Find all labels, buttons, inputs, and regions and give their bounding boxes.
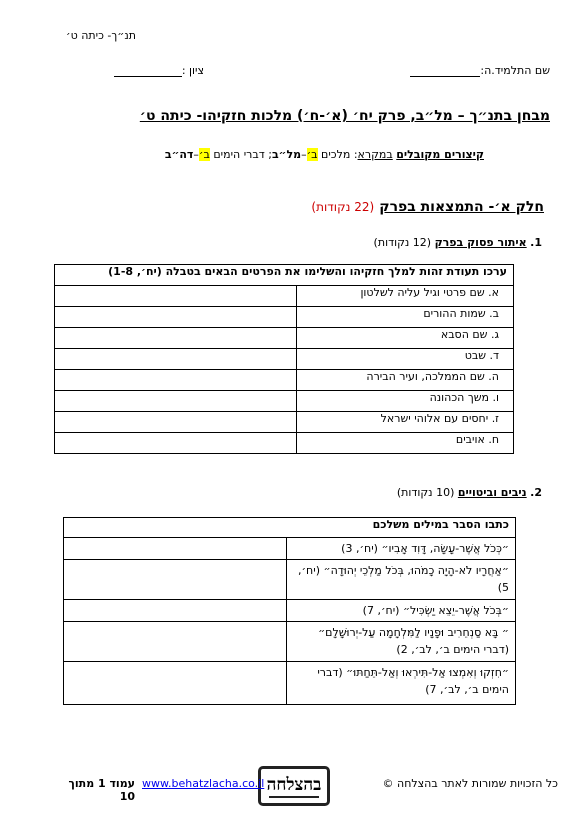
- q1-table: [54, 264, 514, 454]
- answer-cell[interactable]: [55, 433, 297, 454]
- abbrev-in-text: במקרא: [357, 148, 393, 161]
- q1-points: (12 נקודות): [373, 236, 432, 249]
- q1-number: 1.: [530, 236, 542, 249]
- item-cell: ז. יחסים עם אלוהי ישראל: [297, 412, 514, 433]
- student-name-label: שם התלמיד.ה:: [480, 64, 550, 77]
- q2-table-header: כתבו הסבר במילים משלכם: [64, 518, 516, 538]
- logo-text: בהצלחה: [266, 775, 322, 795]
- item-cell: ח. אויבים: [297, 433, 514, 454]
- answer-cell[interactable]: [55, 286, 297, 307]
- q2-number: 2.: [530, 486, 542, 499]
- table-row: [55, 412, 514, 433]
- explanation-cell[interactable]: [64, 662, 287, 705]
- table-row: [55, 307, 514, 328]
- grade-label: ציון :: [181, 64, 204, 77]
- item-cell: ב. שמות ההורים: [297, 307, 514, 328]
- item-cell: ג. שם הסבא: [297, 328, 514, 349]
- table-row: [55, 391, 514, 412]
- q2-heading: [142, 486, 542, 499]
- footer-url-link[interactable]: www.behatzlacha.co.il: [142, 777, 265, 790]
- phrase-cell: ״אַחֲרָיו לֹא-הָיָה כָמֹהוּ, בְּכֹל מַלְכֵי יְהוּדָה״ (יח׳, 5): [287, 560, 516, 600]
- table-row: [64, 662, 516, 705]
- item-cell: ו. משך הכהונה: [297, 391, 514, 412]
- phrase-cell: ״כְּכֹל אֲשֶׁר-עָשָׂה, דָּוִד אָבִיו״ (יח׳, 3): [287, 538, 516, 560]
- abbrev-label: קיצורים מקובלים: [396, 148, 484, 161]
- answer-cell[interactable]: [55, 349, 297, 370]
- abbrev-melakhim-short: מל״ב: [271, 148, 302, 161]
- explanation-cell[interactable]: [64, 622, 287, 662]
- table-row: [55, 349, 514, 370]
- abbreviations-line: [44, 148, 484, 161]
- phrase-cell: ״בְּכֹל אֲשֶׁר-יֵצֵא יַשְׂכִּיל״ (יח׳, 7): [287, 600, 516, 622]
- site-logo[interactable]: [258, 766, 330, 806]
- abbrev-dash-1: –: [301, 148, 307, 161]
- phrase-cell: ״חִזְקוּ וְאִמְצוּ אַל-תִּירְאוּ וְאַל-תֵּחַתּוּ״ (דברי הימים ב׳, לב׳, 7): [287, 662, 516, 705]
- abbrev-divrei-short: דה״ב: [164, 148, 194, 161]
- student-name-blank[interactable]: [410, 64, 480, 77]
- item-cell: ה. שם הממלכה, ועיר הבירה: [297, 370, 514, 391]
- abbrev-melakhim: : מלכים: [321, 148, 358, 161]
- item-cell: ד. שבט: [297, 349, 514, 370]
- exam-title: מבחן בתנ״ך – מל״ב, פרק יח׳ (א׳-ח׳) מלכות חזקיהו- כיתה ט׳: [139, 108, 550, 124]
- part-a-title: חלק א׳- התמצאות בפרק: [379, 199, 544, 215]
- part-a-heading: [64, 196, 544, 215]
- abbrev-dash-2: –: [193, 148, 199, 161]
- answer-cell[interactable]: [55, 328, 297, 349]
- table-row: [55, 433, 514, 454]
- q2-table: [63, 517, 516, 705]
- explanation-cell[interactable]: [64, 538, 287, 560]
- table-row: [55, 370, 514, 391]
- footer-page-number: עמוד 1 מתוך 10: [68, 777, 135, 803]
- abbrev-highlight-2: ב׳: [198, 148, 210, 161]
- grade-blank[interactable]: [114, 64, 182, 77]
- logo-underline: [269, 796, 319, 798]
- table-row: [64, 560, 516, 600]
- footer-copyright: כל הזכויות שמורות לאתר בהצלחה ©: [382, 777, 558, 790]
- q1-heading: [142, 236, 542, 249]
- item-cell: א. שם פרטי וגיל עליה לשלטון: [297, 286, 514, 307]
- answer-cell[interactable]: [55, 412, 297, 433]
- student-name-line[interactable]: [350, 64, 550, 77]
- table-row: [64, 622, 516, 662]
- q1-title: איתור פסוק בפרק: [434, 236, 527, 249]
- course-label: תנ״ך- כיתה ט׳: [66, 29, 136, 42]
- q2-title: ניבים וביטויים: [457, 486, 527, 499]
- part-a-points: (22 נקודות): [311, 200, 375, 214]
- table-row: [64, 538, 516, 560]
- explanation-cell[interactable]: [64, 560, 287, 600]
- explanation-cell[interactable]: [64, 600, 287, 622]
- answer-cell[interactable]: [55, 391, 297, 412]
- table-row: [55, 328, 514, 349]
- phrase-cell: ״ בָּא סַנְחֵרִיב וּפָנָיו לַמִּלְחָמָה עַל-יְרוּשָׁלָם״ (דברי הימים ב׳, לב׳, 2): [287, 622, 516, 662]
- grade-line[interactable]: [74, 64, 204, 77]
- answer-cell[interactable]: [55, 307, 297, 328]
- table-row: [64, 600, 516, 622]
- q1-table-header: ערכו תעודת זהות למלך חזקיהו והשלימו את הפרטים הבאים בטבלה (יח׳, 1-8): [55, 265, 514, 286]
- abbrev-divrei: ; דברי הימים: [213, 148, 272, 161]
- abbrev-highlight-1: ב׳: [306, 148, 318, 161]
- table-row: [55, 286, 514, 307]
- q2-points: (10 נקודות): [396, 486, 455, 499]
- answer-cell[interactable]: [55, 370, 297, 391]
